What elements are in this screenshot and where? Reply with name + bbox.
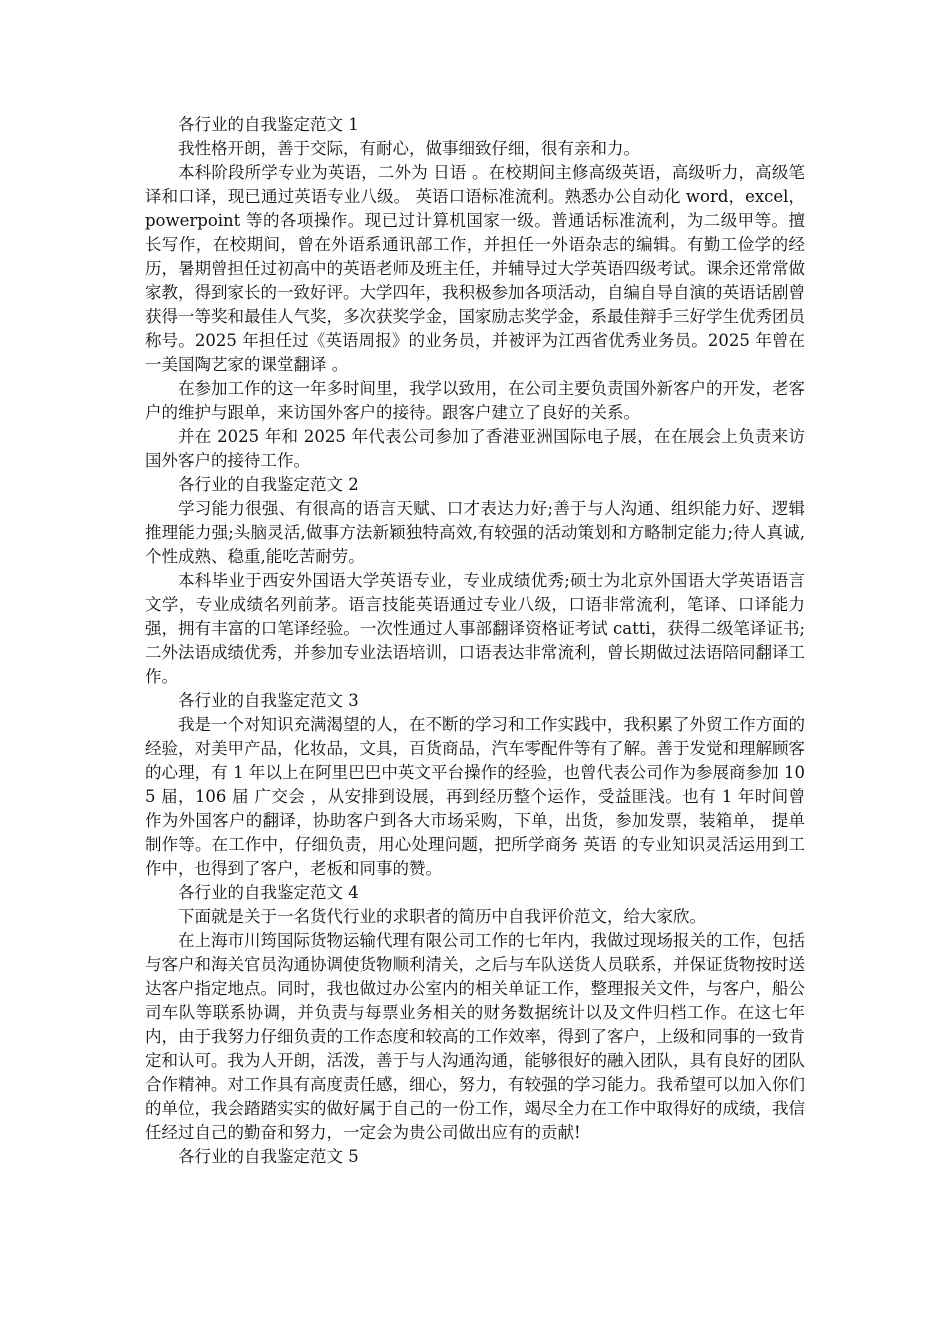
section-heading-4: 各行业的自我鉴定范文 4 (178, 883, 359, 902)
paragraph: 我性格开朗，善于交际，有耐心，做事细致仔细，很有亲和力。 (178, 139, 640, 158)
section-heading-1: 各行业的自我鉴定范文 1 (178, 115, 359, 134)
section-heading-3: 各行业的自我鉴定范文 3 (178, 691, 359, 710)
paragraph: 我是一个对知识充满渴望的人，在不断的学习和工作实践中，我积累了外贸工作方面的经验，对美甲产品，化妆品，文具，百货商品，汽车零配件等有了解。善于发觉和理解顾客的心理，有 1 年以上在阿里巴巴中英文平台操作的经验，也曾代表公司作为参展商参加 105 届，106 届 广交会 ，从安排到设展，再到经历整个运作，受益匪浅。也有 1 年时间曾作为外国客户的翻译，协助客户到各大市场采购，下单，出货，参加发票，装箱单， 提单 制作等。在工作中，仔细负责，用心处理问题，把所学商务 英语 的专业知识灵活运用到工作中，也得到了客户，老板和同事的赞。 (145, 715, 805, 878)
paragraph: 并在 2025 年和 2025 年代表公司参加了香港亚洲国际电子展，在在展会上负责来访国外客户的接待工作。 (145, 427, 805, 470)
paragraph: 学习能力很强、有很高的语言天赋、口才表达力好;善于与人沟通、组织能力好、逻辑推理能力强;头脑灵活,做事方法新颖独特高效,有较强的活动策划和方略制定能力;待人真诚,个性成熟、稳重,能吃苦耐劳。 (145, 499, 805, 566)
paragraph: 在参加工作的这一年多时间里，我学以致用，在公司主要负责国外新客户的开发，老客户的维护与跟单，来访国外客户的接待。跟客户建立了良好的关系。 (145, 379, 805, 422)
section-heading-5: 各行业的自我鉴定范文 5 (178, 1147, 359, 1166)
section-heading-2: 各行业的自我鉴定范文 2 (178, 475, 359, 494)
paragraph: 下面就是关于一名货代行业的求职者的简历中自我评价范文，给大家欣。 (178, 907, 706, 926)
paragraph: 本科毕业于西安外国语大学英语专业，专业成绩优秀;硕士为北京外国语大学英语语言文学，专业成绩名列前茅。语言技能英语通过专业八级，口语非常流利，笔译、口译能力强，拥有丰富的口笔译经验。一次性通过人事部翻译资格证考试 catti，获得二级笔译证书;二外法语成绩优秀，并参加专业法语培训，口语表达非常流利，曾长期做过法语陪同翻译工作。 (145, 571, 805, 686)
document-body (145, 113, 805, 1169)
paragraph: 本科阶段所学专业为英语，二外为 日语 。在校期间主修高级英语，高级听力，高级笔译和口译，现已通过英语专业八级。 英语口语标准流利。熟悉办公自动化 word，excel，powerpoint 等的各项操作。现已过计算机国家一级。普通话标准流利，为二级甲等。擅长写作，在校期间，曾在外语系通讯部工作，并担任一外语杂志的编辑。有勤工俭学的经历，暑期曾担任过初高中的英语老师及班主任，并辅导过大学英语四级考试。课余还常常做家教，得到家长的一致好评。大学四年，我积极参加各项活动，自编自导自演的英语话剧曾获得一等奖和最佳人气奖，多次获奖学金，国家励志奖学金，系最佳辩手三好学生优秀团员称号。2025 年担任过《英语周报》的业务员，并被评为江西省优秀业务员。2025 年曾在一美国陶艺家的课堂翻译 。 (145, 163, 805, 374)
paragraph: 在上海市川筠国际货物运输代理有限公司工作的七年内，我做过现场报关的工作，包括与客户和海关官员沟通协调使货物顺利清关，之后与车队送货人员联系，并保证货物按时送达客户指定地点。同时，我也做过办公室内的相关单证工作，整理报关文件，与客户，船公司车队等联系协调，并负责与每票业务相关的财务数据统计以及文件归档工作。在这七年内，由于我努力仔细负责的工作态度和较高的工作效率，得到了客户，上级和同事的一致肯定和认可。我为人开朗，活泼，善于与人沟通沟通，能够很好的融入团队，具有良好的团队合作精神。对工作具有高度责任感，细心，努力，有较强的学习能力。我希望可以加入你们的单位，我会踏踏实实的做好属于自己的一份工作，竭尽全力在工作中取得好的成绩，我信任经过自己的勤奋和努力，一定会为贵公司做出应有的贡献! (145, 931, 805, 1142)
